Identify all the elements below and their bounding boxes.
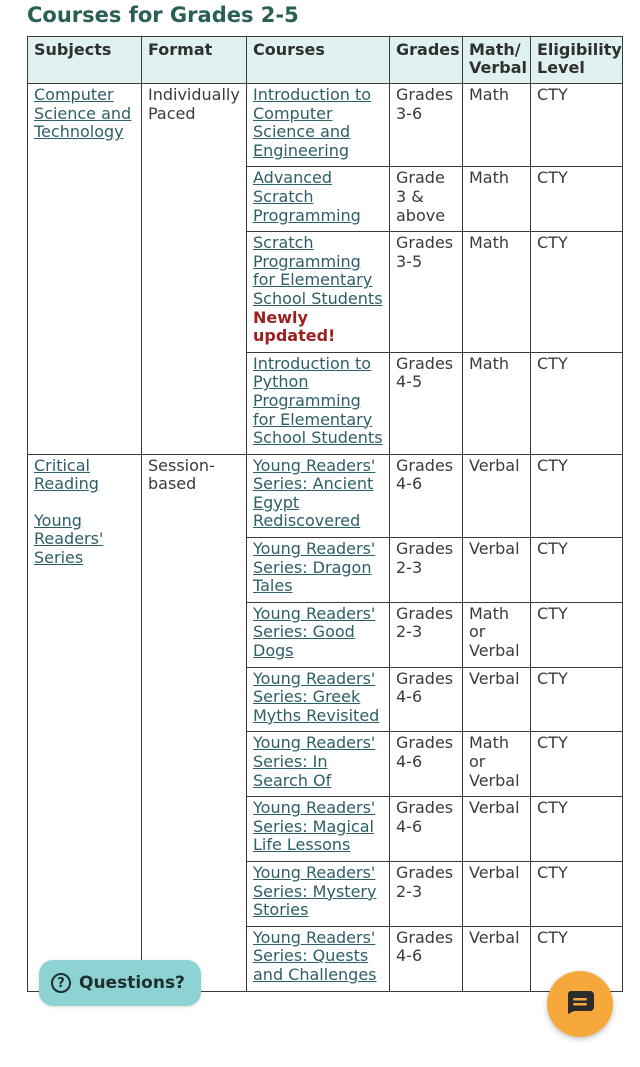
header-math-verbal: Math/ Verbal xyxy=(463,37,531,84)
course-link[interactable]: Introduction to Python Programming for Elementary School Students xyxy=(253,353,383,448)
course-cell xyxy=(247,232,390,353)
subjects-cell xyxy=(28,454,142,991)
subject-link[interactable]: Critical Reading xyxy=(34,455,99,494)
chat-button[interactable] xyxy=(547,971,613,1037)
grades-cell: Grades 4-6 xyxy=(390,797,463,862)
eligibility-cell: CTY xyxy=(531,167,623,232)
math-verbal-cell: Verbal xyxy=(463,861,531,926)
eligibility-cell: CTY xyxy=(531,538,623,603)
math-verbal-cell: Verbal xyxy=(463,667,531,732)
header-eligibility: Eligibility Level xyxy=(531,37,623,84)
course-link[interactable]: Young Readers' Series: Quests and Challenges xyxy=(253,927,377,984)
course-link[interactable]: Introduction to Computer Science and Engineering xyxy=(253,85,372,160)
course-cell xyxy=(247,667,390,732)
eligibility-cell: CTY xyxy=(531,732,623,797)
eligibility-cell: CTY xyxy=(531,797,623,862)
course-link[interactable]: Young Readers' Series: Magical Life Lessons xyxy=(253,798,376,855)
math-verbal-cell: Math xyxy=(463,84,531,167)
math-verbal-cell: Verbal xyxy=(463,454,531,537)
math-verbal-cell: Verbal xyxy=(463,538,531,603)
math-verbal-cell: Verbal xyxy=(463,926,531,991)
questions-label: Questions? xyxy=(79,973,185,993)
grades-cell: Grades 2-3 xyxy=(390,538,463,603)
course-cell xyxy=(247,861,390,926)
math-verbal-cell: Math xyxy=(463,167,531,232)
course-cell xyxy=(247,352,390,454)
table-header-row xyxy=(28,37,623,84)
subject-link[interactable]: Young Readers' Series xyxy=(34,510,104,568)
grades-cell: Grades 3-5 xyxy=(390,232,463,353)
math-verbal-cell: Math or Verbal xyxy=(463,602,531,667)
header-format: Format xyxy=(142,37,247,84)
header-subjects: Subjects xyxy=(28,37,142,84)
eligibility-cell: CTY xyxy=(531,84,623,167)
grades-cell: Grades 4-6 xyxy=(390,454,463,537)
format-cell: Individually Paced xyxy=(142,84,247,455)
eligibility-cell: CTY xyxy=(531,232,623,353)
course-link[interactable]: Young Readers' Series: Dragon Tales xyxy=(253,539,376,596)
table-row xyxy=(28,454,623,537)
grades-cell: Grades 4-5 xyxy=(390,352,463,454)
eligibility-cell: CTY xyxy=(531,861,623,926)
grades-cell: Grades 4-6 xyxy=(390,926,463,991)
grades-cell: Grades 4-6 xyxy=(390,667,463,732)
math-verbal-cell: Math xyxy=(463,352,531,454)
course-cell xyxy=(247,602,390,667)
header-grades: Grades xyxy=(390,37,463,84)
math-verbal-cell: Math or Verbal xyxy=(463,732,531,797)
course-cell xyxy=(247,732,390,797)
subjects-cell xyxy=(28,84,142,455)
grades-cell: Grades 4-6 xyxy=(390,732,463,797)
page-title: Courses for Grades 2-5 xyxy=(27,3,299,27)
eligibility-cell: CTY xyxy=(531,667,623,732)
table-body xyxy=(28,84,623,992)
course-cell xyxy=(247,84,390,167)
course-cell xyxy=(247,797,390,862)
grades-cell: Grade 3 & above xyxy=(390,167,463,232)
course-link[interactable]: Young Readers' Series: Ancient Egypt Rediscovered xyxy=(253,455,376,531)
newly-updated-badge: Newly updated! xyxy=(253,307,336,346)
course-cell xyxy=(247,454,390,537)
course-link[interactable]: Young Readers' Series: Greek Myths Revisited xyxy=(253,668,380,725)
header-courses: Courses xyxy=(247,37,390,84)
eligibility-cell: CTY xyxy=(531,352,623,454)
format-cell: Session-based xyxy=(142,454,247,991)
grades-cell: Grades 2-3 xyxy=(390,602,463,667)
course-link[interactable]: Young Readers' Series: In Search Of xyxy=(253,733,376,790)
course-link[interactable]: Scratch Programming for Elementary School Students xyxy=(253,233,383,308)
chat-bubble-icon xyxy=(564,989,596,1019)
question-circle-icon: ? xyxy=(51,973,71,993)
course-link[interactable]: Young Readers' Series: Good Dogs xyxy=(253,603,376,661)
course-cell xyxy=(247,538,390,603)
course-cell xyxy=(247,167,390,232)
eligibility-cell: CTY xyxy=(531,602,623,667)
courses-table xyxy=(27,36,623,992)
questions-button[interactable] xyxy=(39,960,201,1006)
eligibility-cell: CTY xyxy=(531,926,623,991)
eligibility-cell: CTY xyxy=(531,454,623,537)
table-row xyxy=(28,84,623,167)
grades-cell: Grades 2-3 xyxy=(390,861,463,926)
course-cell xyxy=(247,926,390,991)
subject-link[interactable]: Computer Science and Technology xyxy=(34,85,132,142)
grades-cell: Grades 3-6 xyxy=(390,84,463,167)
math-verbal-cell: Math xyxy=(463,232,531,353)
math-verbal-cell: Verbal xyxy=(463,797,531,862)
course-link[interactable]: Advanced Scratch Programming xyxy=(253,168,361,225)
course-link[interactable]: Young Readers' Series: Mystery Stories xyxy=(253,862,377,920)
